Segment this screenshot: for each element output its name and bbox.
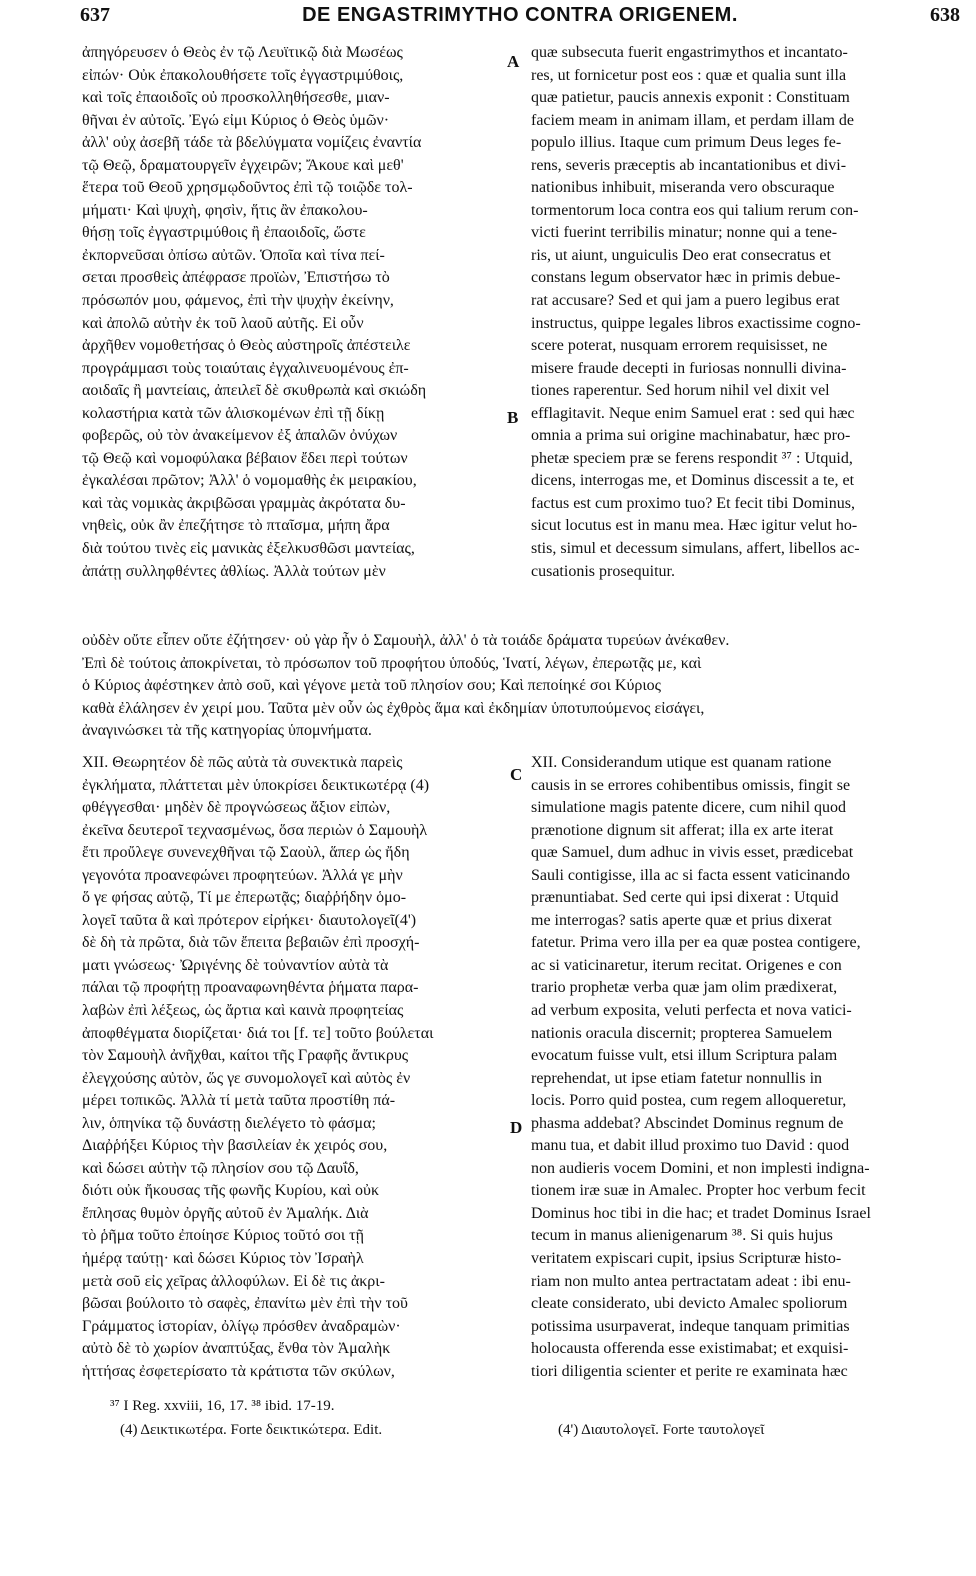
text-line: me interrogas? satis aperte quæ et prius dixerat: [531, 911, 832, 929]
text-line: XII. Θεωρητέον δὲ πῶς αὐτὰ τὰ συνεκτικὰ παρεὶς: [82, 754, 403, 771]
text-line: XII. Considerandum utique est quanam ratione: [531, 754, 832, 771]
text-line: μέρει τοπικῶς. Ἀλλὰ τί μετὰ ταῦτα προστίθη πά-: [82, 1092, 396, 1110]
text-line: omnia a prima sui origine machinabatur, hæc pro-: [531, 427, 851, 445]
text-line: ὁ Κύριος ἀφέστηκεν ἀπὸ σοῦ, καὶ γέγονε μετὰ τοῦ πλησίον σου; Καὶ πεποίηκέ σοι Κύριος: [82, 677, 661, 694]
text-line: ἡττήσας ἐσφετερίσατο τὰ κράτιστα τῶν σκύλων,: [82, 1362, 395, 1380]
text-line: nationis oracula discernit; propterea Samuelem: [531, 1024, 833, 1042]
text-line: Διαῤῥήξει Κύριος τὴν βασιλείαν ἐκ χειρός σου,: [82, 1137, 388, 1155]
text-line: καὶ τὰς νομικὰς ἀκριβῶσαι γραμμὰς ἀκρότατα δυ-: [82, 494, 406, 512]
text-line: manu tua, et dabit illud proximo tuo David : quod: [531, 1137, 850, 1155]
text-line: λογεῖ ταῦτα ἃ καὶ πρότερον εἰρήκει· διαυτολογεῖ(4'): [82, 911, 417, 929]
text-line: faciem meam in animam illam, et perdam illam de: [531, 111, 854, 129]
text-line: ἀρχῆθεν νομοθετήσας ὁ Θεὸς αὐστηροῖς ἀπέστειλε: [82, 337, 411, 355]
text-line: θῆναι ἐν αὐτοῖς. Ἐγώ εἰμι Κύριος ὁ Θεὸς ὑμῶν·: [82, 111, 390, 129]
text-line: ἕτερα τοῦ Θεοῦ χρησμῳδοῦντος ἐπὶ τῷ τοιῷδε τολ-: [82, 179, 413, 197]
text-line: efflagitavit. Neque enim Samuel erat : sed qui hæc: [531, 404, 855, 422]
text-line: καὶ ἀπολῶ αὐτὴν ἐκ τοῦ λαοῦ αὐτῆς. Εἰ οὖν: [82, 314, 364, 332]
text-line: tecum in manus alienigenarum ³⁸. Si quis hujus: [531, 1227, 833, 1245]
text-line: causis in se errores cohibentibus omissis, fingit se: [531, 776, 851, 794]
text-line: αοιδαῖς ἢ μαντείαις, ἀπειλεῖ δὲ σκυθρωπὰ καὶ σκιώδη: [82, 382, 427, 400]
text-line: populo illius. Itaque cum primum Deus leges fe-: [531, 134, 842, 152]
text-line: Γράμματος ἱστορίαν, ὀλίγῳ πρόσθεν ἀναδραμὼν·: [82, 1317, 401, 1335]
text-line: evocatum fuisse vult, etsi illum Scriptura palam: [531, 1047, 838, 1065]
text-line: nationibus inhibuit, miseranda vero obscuraque: [531, 179, 835, 197]
text-line: τῷ Θεῷ καὶ νομοφύλακα βέβαιον ἔδει περὶ τούτων: [82, 449, 408, 467]
text-line: γεγονότα προανεφώνει προφητεύων. Ἀλλά γε μὴν: [82, 866, 403, 884]
text-line: misere fraude decepti in furiosas nonnulli divina-: [531, 359, 847, 377]
text-line: ἀλλ' οὐχ ἀσεβῆ τάδε τὰ βδελύγματα νομίζεις ἐναντία: [82, 134, 422, 152]
text-line: riam non multo antea pertractatam adeat : ibi enu-: [531, 1272, 851, 1290]
text-line: tormentorum loca contra eos qui talium rerum con-: [531, 201, 859, 219]
text-line: φθέγγεσθαι· μηδὲν δὲ προγνώσεως ἄξιον εἰπὼν,: [82, 799, 391, 817]
text-line: tiori diligentia scienter et perite re examinata hæc: [531, 1362, 848, 1380]
text-line: διότι οὐκ ἤκουσας τῆς φωνῆς Κυρίου, καὶ οὐκ: [82, 1182, 380, 1200]
text-line: quæ subsecuta fuerit engastrimythos et incantato-: [531, 44, 848, 61]
text-line: πρόσωπόν μου, φάμενος, ἐπὶ τὴν ψυχὴν ἐκείνην,: [82, 292, 394, 310]
text-line: constans legum observator hæc in primis debue-: [531, 269, 841, 287]
text-line: ἐκεῖνα δευτεροῖ τεχνασμένως, ὅσα περιὼν ὁ Σαμουὴλ: [82, 821, 428, 839]
text-line: μετὰ σοῦ εἰς χεῖρας ἀλλοφύλων. Εἰ δὲ τις ἀκρι-: [82, 1272, 385, 1290]
text-line: τῷ Θεῷ, δραματουργεῖν ἐγχειρῶν; Ἄκουε καὶ μεθ': [82, 156, 404, 174]
text-line: σεται προσθεὶς ἀπέφρασε προϊὼν, Ἐπιστήσω τὸ: [82, 269, 390, 287]
text-line: potissima usurpaverat, indeque tanquam primitias: [531, 1317, 850, 1335]
text-line: Dominus hoc tibi in die hac; et tradet Dominus Israel: [531, 1204, 871, 1222]
text-line: prænuntiabat. Sed certe qui ipsi dixerat : Utquid: [531, 889, 839, 907]
text-line: quæ Samuel, dum adhuc in vivis esset, prædicebat: [531, 844, 854, 862]
text-line: ἐγκλήματα, πλάττεται μὲν ὑποκρίσει δεικτικωτέρᾳ (4): [82, 776, 430, 794]
text-line: phetæ speciem præ se ferens respondit ³⁷ : Utquid,: [531, 449, 853, 467]
text-line: cusationis prosequitur.: [531, 562, 675, 580]
text-line: reprehendat, ut ipse etiam fatetur nonnullis in: [531, 1069, 823, 1087]
text-line: ἔτι προὔλεγε συνενεχθῆναι τῷ Σαοὺλ, ἅπερ ὡς ἤδη: [82, 844, 410, 862]
text-line: καὶ τοῖς ἐπαοιδοῖς οὐ προσκολληθήσεσθε, μιαν-: [82, 89, 390, 107]
text-line: res, ut fornicetur post eos : quæ et qualia sunt illa: [531, 66, 847, 84]
text-line: rat accusare? Sed et qui jam a puero legibus erat: [531, 292, 840, 310]
text-line: οὐδὲν οὔτε εἶπεν οὔτε ἐζήτησεν· οὐ γὰρ ἦν ὁ Σαμουὴλ, ἀλλ' ὁ τὰ τοιάδε δράματα τυρεύων ἀνέκαθεν.: [82, 632, 730, 649]
text-line: ἀναγινώσκει τὰ τῆς κατηγορίας ὑπομνήματα.: [82, 722, 372, 739]
text-line: μήματι· Καὶ ψυχὴ, φησὶν, ἥτις ἂν ἐπακολου-: [82, 201, 368, 219]
text-line: dicens, interrogas me, et Dominus discessit a te, et: [531, 472, 855, 490]
greek-column-top: [82, 42, 512, 583]
text-line: cleate considerato, ubi devicto Amalec spoliorum: [531, 1295, 848, 1313]
text-line: sicut locutus est in manu mea. Hæc igitur velut ho-: [531, 517, 858, 535]
text-line: Sauli contigisse, illa ac si facta essent vaticinando: [531, 866, 851, 884]
text-line: ὅ γε φήσας αὐτῷ, Τί με ἐπερωτᾷς; διαῤῥήδην ὁμο-: [82, 889, 407, 907]
text-line: ἐκπορνεῦσαι ὀπίσω αὐτῶν. Ὁποῖα καὶ τίνα πεί-: [82, 246, 385, 264]
text-line: καθὰ ἐλάλησεν ἐν χειρί μου. Ταῦτα μὲν οὖν ὡς ἐχθρὸς ἅμα καὶ ἐκδημίαν ὑποτυπούμενος εἰσάγει,: [82, 699, 705, 717]
margin-marker-c: C: [510, 765, 523, 784]
text-line: πάλαι τῷ προφήτῃ προαναφωνηθέντα ῥήματα παρα-: [82, 979, 419, 997]
text-line: λαβὼν ἐπὶ λέξεως, ὡς ἄρτια καὶ καινὰ προφητείας: [82, 1002, 404, 1020]
margin-marker-b: B: [507, 408, 519, 427]
right-column-number: 638: [930, 4, 960, 26]
text-line: ἐλεγχούσης αὐτὸν, ὥς γε συνομολογεῖ καὶ αὐτὸς ἐν: [82, 1069, 411, 1087]
margin-marker-a: A: [507, 52, 520, 71]
scripture-references: ³⁷ I Reg. xxviii, 16, 17. ³⁸ ibid. 17-19.: [110, 1398, 335, 1414]
text-line: tionem iræ suæ in Amalec. Propter hoc verbum fecit: [531, 1182, 866, 1200]
text-line: quæ patietur, paucis annexis exponit : Constituam: [531, 89, 850, 107]
text-line: τὸ ῥῆμα τοῦτο ἐποίησε Κύριος τοῦτό σοι τῇ: [82, 1227, 364, 1245]
greek-full-width-passage: [82, 630, 952, 743]
text-line: simulatione magis patente dicere, cum nihil quod: [531, 799, 847, 817]
text-line: trario prophetæ verba quæ jam olim prædixerat,: [531, 979, 838, 997]
text-line: stis, simul et decessum simulans, affert, libellos ac-: [531, 540, 860, 558]
text-line: veritatem expiscari cupit, ipsius Scripturæ histo-: [531, 1250, 842, 1268]
footnote-4-prime: (4') Διαυτολογεῖ. Forte ταυτολογεῖ: [558, 1422, 765, 1438]
text-line: victi fuerint terribilis minatur; nonne qui a tene-: [531, 224, 838, 242]
text-line: αὐτὸ δὲ τὸ χωρίον ἀναπτύξας, ἔνθα τὸν Ἀμαλὴκ: [82, 1340, 391, 1358]
text-line: holocausta offerenda esse existimabat; et exquisi-: [531, 1340, 849, 1358]
text-line: fatetur. Prima vero illa per ea quæ postea contigere,: [531, 934, 861, 952]
text-line: φοβερῶς, οὐ τὸν ἀνακείμενον ἐξ ἁπαλῶν ὀνύχων: [82, 427, 398, 445]
text-line: scere poterat, nusquam errorem requisisset, ne: [531, 337, 828, 355]
text-line: rens, severis præceptis ab incantationibus et divi-: [531, 156, 847, 174]
text-line: non audieris vocem Domini, et non implesti indigna-: [531, 1159, 870, 1177]
page-header: [80, 4, 960, 34]
text-line: καὶ δώσει αὐτὴν τῷ πλησίον σου τῷ Δαυΐδ,: [82, 1159, 359, 1177]
text-line: ἡμέρᾳ ταύτῃ· καὶ δώσει Κύριος τὸν Ἰσραὴλ: [82, 1250, 364, 1268]
text-line: ματι γνώσεως· Ὠριγένης δὲ τοὐναντίον αὐτὰ τὰ: [82, 956, 389, 974]
text-line: λιν, ὁπηνίκα τῷ δυνάστῃ διελέγετο τὸ φάσμα;: [82, 1114, 376, 1132]
text-line: locis. Porro quid postea, cum regem alloqueretur,: [531, 1092, 847, 1110]
text-line: factus est cum proximo tuo? Et fecit tibi Dominus,: [531, 494, 855, 512]
text-line: βῶσαι βούλοιτο τὸ σαφὲς, ἐπανίτω μὲν ἐπὶ τὴν τοῦ: [82, 1295, 408, 1313]
text-line: ris, ut aiunt, unguiculis Deo erat consecratus et: [531, 246, 831, 264]
text-line: instructus, quippe legales libros exactissime cogno-: [531, 314, 861, 332]
text-line: ἀπηγόρευσεν ὁ Θεὸς ἐν τῷ Λευϊτικῷ διὰ Μωσέως: [82, 44, 403, 61]
left-column-number: 637: [80, 4, 110, 26]
running-title: DE ENGASTRIMYTHO CONTRA ORIGENEM.: [302, 4, 738, 26]
latin-column-top: [531, 42, 951, 583]
text-line: ἀποφθέγματα διορίζεται· διά τοι [f. τε] τοῦτο βούλεται: [82, 1024, 434, 1042]
text-line: ac si vaticinaretur, iterum recitat. Origenes e con: [531, 956, 842, 974]
footnote-4: (4) Δεικτικωτέρα. Forte δεικτικώτερα. Edit.: [120, 1422, 383, 1438]
text-line: δὲ δὴ τὰ πρῶτα, διὰ τῶν ἔπειτα βεβαιῶν ἐπὶ προσχή-: [82, 934, 420, 952]
text-line: Ἐπὶ δὲ τούτοις ἀποκρίνεται, τὸ πρόσωπον τοῦ προφήτου ὑποδύς, Ἱνατί, λέγων, ἐπερωτᾷς με, καὶ: [82, 654, 702, 672]
text-line: κολαστήρια κατὰ τῶν ἁλισκομένων ἐπὶ τῇ δίκῃ: [82, 404, 385, 422]
text-line: phasma addebat? Abscindet Dominus regnum de: [531, 1114, 844, 1132]
text-line: νηθεὶς, οὐκ ἂν ἐπεζήτησε τὸ πταῖσμα, μήπη ἄρα: [82, 517, 390, 535]
greek-column-bottom: [82, 752, 512, 1383]
text-line: εἰπών· Οὐκ ἐπακολουθήσετε τοῖς ἐγγαστριμύθοις,: [82, 66, 404, 84]
text-line: ἀπάτῃ συλληφθέντες ἀθλίως. Ἀλλὰ τούτων μὲν: [82, 562, 386, 580]
text-line: ad verbum exposita, veluti perfecta et nova vatici-: [531, 1002, 852, 1020]
text-line: prænotione dignum sit afferat; illa ex arte iterat: [531, 821, 834, 839]
text-line: ἔπλησας θυμὸν ὀργῆς αὐτοῦ ἐν Ἀμαλήκ. Διὰ: [82, 1204, 369, 1222]
text-line: προγράμμασι τοὺς τοιαύταις ἐγχαλινευομένους ἐπ-: [82, 359, 409, 377]
text-line: ἐγκαλέσαι πρῶτον; Ἀλλ' ὁ νομομαθὴς ἐκ μειρακίου,: [82, 472, 417, 490]
margin-marker-d: D: [510, 1118, 523, 1137]
text-line: τὸν Σαμουὴλ ἀνῆχθαι, καίτοι τῆς Γραφῆς ἄντικρυς: [82, 1047, 409, 1065]
text-line: διὰ τούτου τινὲς εἰς μανικὰς ἐξελκυσθῶσι μαντείας,: [82, 540, 415, 558]
text-line: θήσῃ τοῖς ἐγγαστριμύθοις ἢ ἐπαοιδοῖς, ὥστε: [82, 224, 366, 242]
latin-column-bottom: [531, 752, 951, 1383]
text-line: tiones raperentur. Sed horum nihil vel dixit vel: [531, 382, 830, 400]
